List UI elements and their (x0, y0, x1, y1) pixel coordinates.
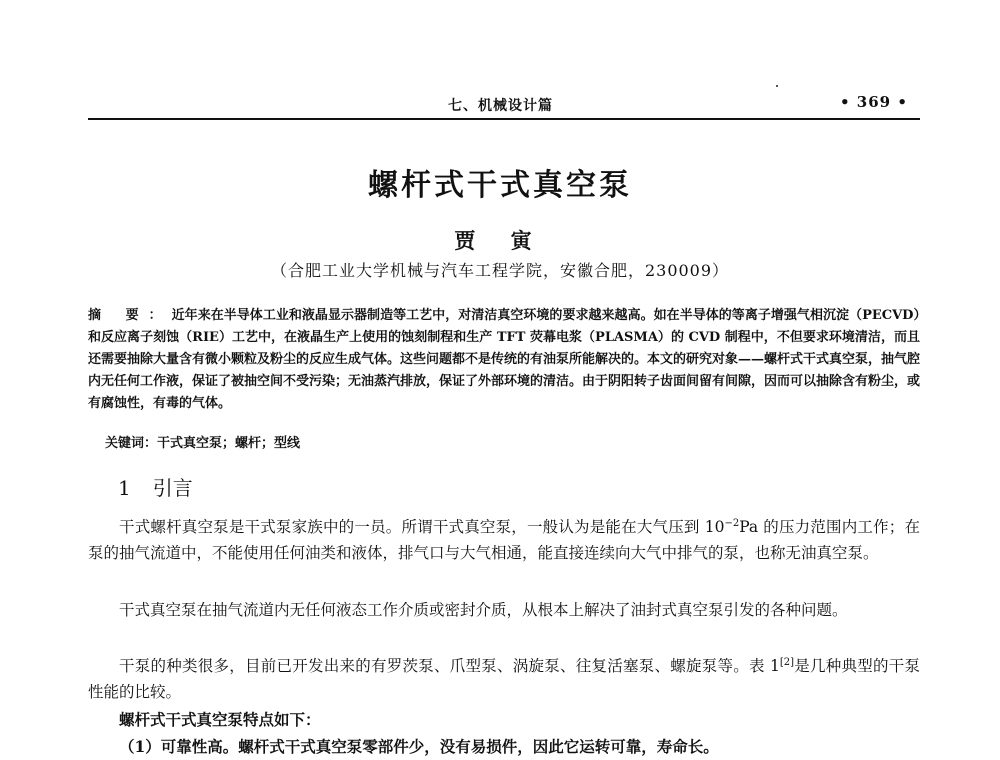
article-author: 贾 寅 (454, 228, 546, 253)
paragraph-3-text-b: 是几种典型的干泵性能的比较。 (88, 657, 920, 701)
keywords-text: 干式真空泵；螺杆；型线 (157, 436, 301, 451)
running-header-section: 七、机械设计篇 (448, 98, 553, 114)
article-title: 螺杆式干式真空泵 (368, 168, 632, 203)
author-affiliation: （合肥工业大学机械与汽车工程学院，安徽合肥，230009） (270, 261, 730, 280)
citation-ref: [2] (779, 656, 794, 668)
paragraph-3-text-a: 干泵的种类很多，目前已开发出来的有罗茨泵、爪型泵、涡旋泵、往复活塞泵、螺旋泵等。表 1 (119, 657, 780, 675)
abstract-label: 摘 要： (88, 308, 172, 323)
keywords-label: 关键词： (105, 436, 158, 451)
section-title: 引言 (152, 476, 193, 500)
keywords (105, 432, 300, 451)
paragraph-1-text-b: Pa 的压力范围内工作；在泵的抽气流道中，不能使用任何油类和液体，排气口与大气相通，能直接连续向大气中排气的泵，也称无油真空泵。 (88, 518, 921, 562)
paragraph-5: （1）可靠性高。螺杆式干式真空泵零部件少，没有易损件，因此它运转可靠，寿命长。 (119, 737, 719, 756)
section-number: 1 (118, 476, 131, 500)
paragraph-1 (88, 514, 920, 566)
exponent: −2 (724, 517, 740, 529)
section-heading-introduction (118, 472, 193, 501)
abstract (88, 305, 920, 415)
page-number: • 369 • (840, 93, 908, 111)
paragraph-4: 螺杆式干式真空泵特点如下： (119, 710, 321, 729)
paragraph-3 (88, 653, 920, 705)
paragraph-2: 干式真空泵在抽气流道内无任何液态工作介质或密封介质，从根本上解决了油封式真空泵引发的各种问题。 (119, 601, 848, 619)
header-rule (88, 118, 920, 120)
paragraph-1-text-a: 干式螺杆真空泵是干式泵家族中的一员。所谓干式真空泵，一般认为是能在大气压到 10 (119, 518, 725, 536)
scan-speck (776, 85, 778, 87)
abstract-text: 近年来在半导体工业和液晶显示器制造等工艺中，对清洁真空环境的要求越来越高。如在半导体的等离子增强气相沉淀（PECVD）和反应离子刻蚀（RIE）工艺中，在液晶生产上使用的蚀刻制程和生产 TFT 荧幕电浆（PLASMA）的 CVD 制程中，不但要求环境清洁，而且还需要抽除大量含有微小颗粒及粉尘的反应生成气体。这些问题都不是传统的有油泵所能解决的。本文的研究对象——螺杆式干式真空泵，抽气腔内无任何工作液，保证了被抽空间不受污染；无油蒸汽排放，保证了外部环境的清洁。由于阴阳转子齿面间留有间隙，因而可以抽除含有粉尘，或有腐蚀性，有毒的气体。 (88, 308, 921, 411)
